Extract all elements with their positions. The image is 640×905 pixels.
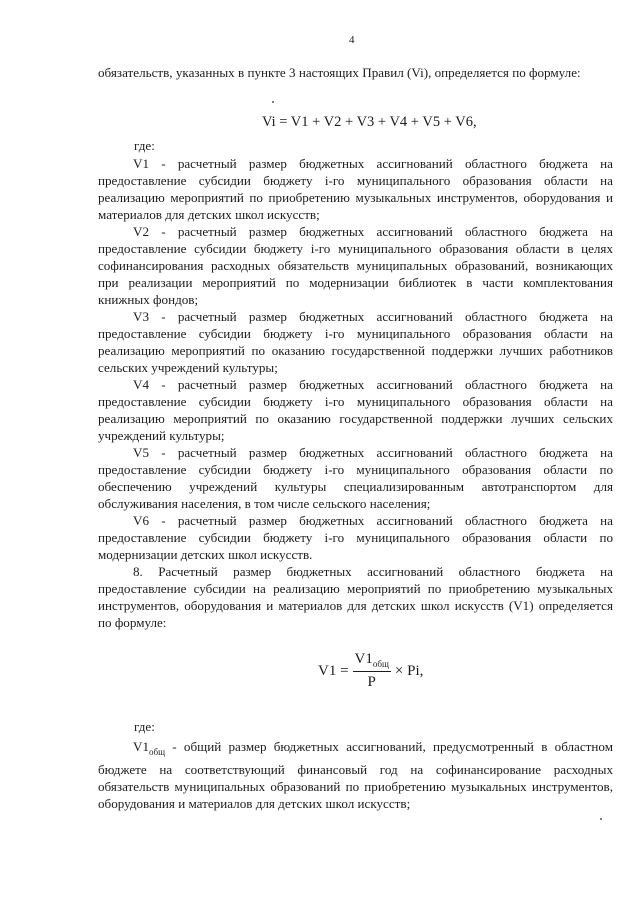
formula-v1-rhs: × Pi,	[394, 662, 424, 679]
formula-v1-denominator: P	[367, 674, 376, 690]
numerator-main: V1	[354, 651, 373, 667]
scan-speck	[600, 818, 602, 820]
paragraph-8: 8. Расчетный размер бюджетных ассигнований областного бюджета на предоставление субсидии на реализацию мероприятий по приобретению музыкальных инструментов, оборудования и материалов для детских школ искусств (V1) определяется по формуле:	[98, 564, 613, 630]
definition-v1: V1 - расчетный размер бюджетных ассигнований областного бюджета на предоставление субсидии бюджету i-го муниципального образования области на реализацию мероприятий по приобретению музыкальных инструментов, оборудования и материалов для детских школ искусств;	[98, 156, 613, 222]
v1-definition-text: - общий размер бюджетных ассигнований, предусмотренный в областном бюджете на соответствующий финансовый год на софинансирование расходных обязательств муниципальных образований по приобретению музыкальных инструментов, оборудования и материалов для детских школ искусств;	[98, 739, 613, 811]
intro-text: обязательств, указанных в пункте 3 настоящих Правил (Vi), определяется по формуле:	[98, 65, 581, 80]
v1-definition-block	[98, 738, 613, 812]
definition-v2: V2 - расчетный размер бюджетных ассигнований областного бюджета на предоставление субсидии бюджету i-го муниципального образования области в целях софинансирования расходных обязательств муниципальных образований, возникающих при реализации мероприятий по модернизации библиотек в части комплектования книжных фондов;	[98, 224, 613, 307]
formula-v1-fraction	[353, 651, 391, 691]
where-label-2: где:	[134, 719, 155, 734]
formula-v1-numerator	[353, 651, 391, 672]
definitions-list	[98, 155, 613, 631]
definition-v3: V3 - расчетный размер бюджетных ассигнований областного бюджета на предоставление субсидии бюджету i-го муниципального образования области на реализацию мероприятий по оказанию государственной поддержки лучших работников сельских учреждений культуры;	[98, 309, 613, 375]
scan-speck	[272, 101, 274, 103]
page-number: 4	[349, 34, 355, 46]
definition-v6: V6 - расчетный размер бюджетных ассигнований областного бюджета на предоставление субсидии бюджету i-го муниципального образования области по модернизации детских школ искусств.	[98, 513, 613, 562]
numerator-subscript: общ	[372, 659, 389, 669]
intro-paragraph	[98, 64, 613, 81]
formula-v1-lhs: V1 =	[318, 662, 349, 679]
formula-v1	[318, 651, 423, 691]
definition-v4: V4 - расчетный размер бюджетных ассигнований областного бюджета на предоставление субсидии бюджету i-го муниципального образования области на реализацию мероприятий по оказанию государственной поддержки лучших сельских учреждений культуры;	[98, 377, 613, 443]
formula-vi: Vi = V1 + V2 + V3 + V4 + V5 + V6,	[262, 114, 477, 130]
definition-v5: V5 - расчетный размер бюджетных ассигнований областного бюджета на предоставление субсидии бюджету i-го муниципального образования области по обеспечению учреждений культуры специализированным автотранспортом для обслуживания населения, в том числе сельского населения;	[98, 445, 613, 511]
v1-term-subscript: общ	[149, 747, 166, 757]
v1-total-definition	[98, 738, 613, 812]
where-label-1: где:	[134, 138, 155, 153]
v1-term: V1	[133, 739, 150, 754]
